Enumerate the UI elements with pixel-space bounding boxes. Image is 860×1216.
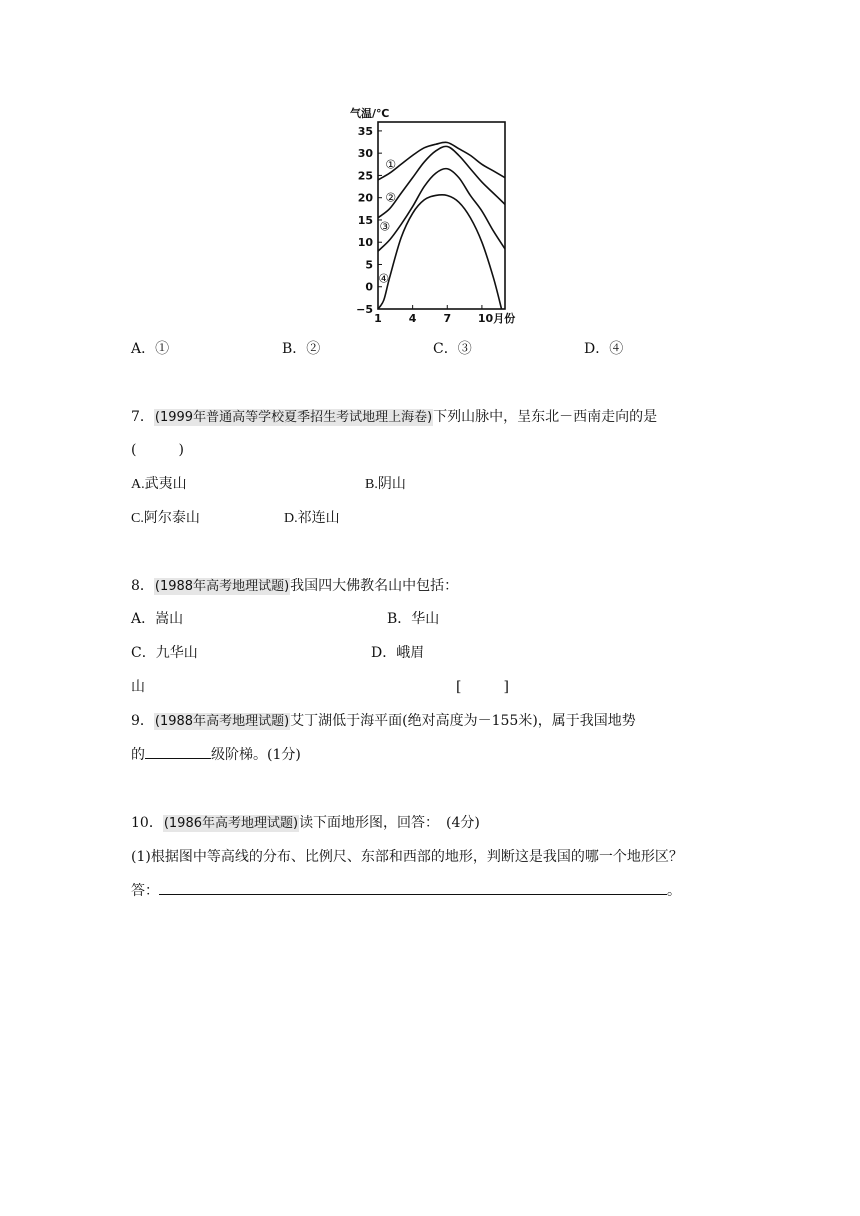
q10-answer-label: 答：: [131, 883, 159, 899]
x-tick-label: 4: [408, 312, 417, 325]
y-tick-label: 5: [365, 258, 373, 272]
y-tick-label: 0: [365, 280, 373, 294]
q8-option-a: A．嵩山: [131, 611, 184, 627]
q10-number: 10．: [131, 815, 163, 831]
series-label-1: ①: [385, 157, 397, 172]
q7-number: 7．: [131, 409, 154, 425]
q6-option-d: D．④: [584, 341, 624, 357]
q6-option-c: C．③: [433, 341, 472, 357]
q10-source: (1986年高考地理试题): [163, 816, 299, 831]
y-tick-label: 35: [357, 124, 373, 138]
x-tick-label: 1: [374, 312, 382, 325]
q8-source: (1988年高考地理试题): [154, 579, 290, 594]
x-axis-ticks: [374, 305, 515, 325]
q6-option-b: B．②: [282, 341, 321, 357]
q9-answer-blank[interactable]: [145, 744, 211, 759]
series-label-2: ②: [385, 190, 397, 205]
y-tick-label: 30: [357, 147, 373, 161]
series-line-3: [378, 169, 505, 252]
q7-option-b: B.阴山: [365, 477, 406, 492]
q7-answer-bracket: ( ): [131, 442, 184, 458]
q10-answer-end: 。: [667, 883, 681, 899]
q8-answer-bracket: [ ]: [456, 679, 509, 695]
q10-subquestion-1: (1)根据图中等高线的分布、比例尺、东部和西部的地形，判断这是我国的哪一个地形区？: [131, 849, 683, 865]
q7-text: 下列山脉中，呈东北－西南走向的是: [433, 409, 658, 425]
q8-option-b: B．华山: [387, 611, 440, 627]
q8-text: 我国四大佛教名山中包括：: [290, 578, 459, 594]
y-tick-label: 15: [357, 213, 373, 227]
y-axis-label: 气温/℃: [350, 107, 390, 120]
q10-answer-blank[interactable]: [159, 880, 667, 895]
question-10: [131, 812, 480, 832]
question-7: [131, 406, 657, 426]
x-tick-label: 10月份: [477, 312, 516, 325]
q8-option-d-wrap: 山: [131, 679, 145, 695]
q9-line2-post: 级阶梯。(1分): [211, 747, 301, 763]
x-tick-label: 7: [443, 312, 452, 325]
q9-line2-pre: 的: [131, 747, 145, 763]
q9-text: 艾丁湖低于海平面(绝对高度为－155米)，属于我国地势: [290, 713, 636, 729]
q10-answer-line: [131, 880, 681, 900]
temperature-chart: [340, 100, 520, 326]
q9-number: 9．: [131, 713, 154, 729]
y-tick-label: 20: [357, 191, 373, 205]
q9-line-2: [131, 744, 301, 764]
plot-frame: [378, 122, 505, 309]
q9-source: (1988年高考地理试题): [154, 714, 290, 729]
q8-number: 8．: [131, 578, 154, 594]
q6-option-a: A．①: [131, 341, 170, 357]
series-label-3: ③: [379, 219, 391, 234]
series-group: [378, 142, 505, 309]
series-label-4: ④: [378, 271, 390, 286]
question-9: [131, 710, 636, 730]
q7-option-a: A.武夷山: [131, 477, 187, 492]
q8-option-c: C．九华山: [131, 645, 198, 661]
series-line-2: [378, 146, 505, 217]
q7-option-d: D.祁连山: [284, 511, 340, 526]
q10-text: 读下面地形图，回答： (4分): [299, 815, 480, 831]
y-tick-label: −5: [356, 303, 373, 316]
y-tick-label: 25: [357, 169, 373, 183]
q7-source: (1999年普通高等学校夏季招生考试地理上海卷): [154, 410, 433, 425]
q7-option-c: C.阿尔泰山: [131, 511, 200, 526]
question-8: [131, 575, 458, 595]
q8-option-d: D．峨眉: [371, 645, 425, 661]
y-tick-label: 10: [357, 236, 373, 250]
